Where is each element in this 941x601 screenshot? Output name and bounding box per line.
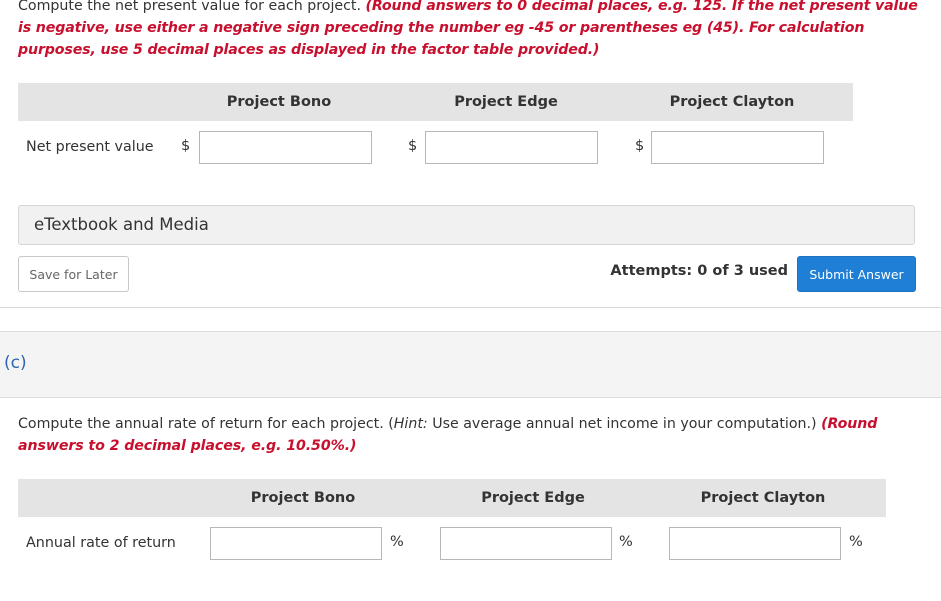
npv-edge-input[interactable] — [425, 131, 598, 164]
rate-of-return-instructions — [18, 413, 918, 457]
npv-table-header — [18, 83, 853, 121]
rate-bono-percent-sign: % — [390, 534, 404, 550]
npv-instruction-text: Compute the net present value for each project. — [18, 0, 361, 14]
rate-bono-input[interactable] — [210, 527, 382, 560]
rate-clayton-percent-sign: % — [849, 534, 863, 550]
rate-edge-input[interactable] — [440, 527, 612, 560]
rate-row-label: Annual rate of return — [26, 535, 176, 551]
npv-instructions — [18, 0, 923, 61]
npv-bono-input[interactable] — [199, 131, 372, 164]
npv-header-edge: Project Edge — [454, 94, 558, 110]
attempts-counter: Attempts: 0 of 3 used — [610, 263, 788, 279]
rate-header-bono: Project Bono — [250, 490, 356, 506]
rate-header-clayton: Project Clayton — [700, 490, 826, 506]
section-divider — [0, 307, 941, 308]
hint-label: Hint: — [393, 416, 428, 432]
save-for-later-button[interactable]: Save for Later — [18, 256, 129, 292]
rate-edge-percent-sign: % — [619, 534, 633, 550]
npv-rounding-note: (Round answers to 0 decimal places, e.g. 125. If the net present value is negative, use either a negative sign preceding the number eg -45 or parentheses eg (45). For calculation purposes, use 5 decimal places as displayed in the factor table provided.) — [18, 0, 918, 58]
rate-table-header — [18, 479, 886, 517]
rate-clayton-input[interactable] — [669, 527, 841, 560]
npv-bono-dollar-sign: $ — [181, 138, 191, 154]
npv-clayton-input[interactable] — [651, 131, 824, 164]
part-c-header-band — [0, 331, 941, 398]
rate-instruction-tail: Use average annual net income in your computation.) — [427, 416, 822, 432]
submit-answer-button[interactable]: Submit Answer — [797, 256, 916, 292]
npv-clayton-dollar-sign: $ — [635, 138, 645, 154]
npv-row-label: Net present value — [26, 139, 154, 155]
rate-rounding-note: (Round answers to 2 decimal places, e.g. 10.50%.) — [18, 416, 878, 454]
npv-header-bono: Project Bono — [226, 94, 332, 110]
npv-edge-dollar-sign: $ — [408, 138, 418, 154]
etextbook-media-link[interactable]: eTextbook and Media — [18, 205, 915, 245]
part-c-label: (c) — [4, 353, 27, 373]
rate-instruction-lead: Compute the annual rate of return for each project. ( — [18, 416, 394, 432]
npv-header-clayton: Project Clayton — [669, 94, 795, 110]
rate-header-edge: Project Edge — [481, 490, 585, 506]
